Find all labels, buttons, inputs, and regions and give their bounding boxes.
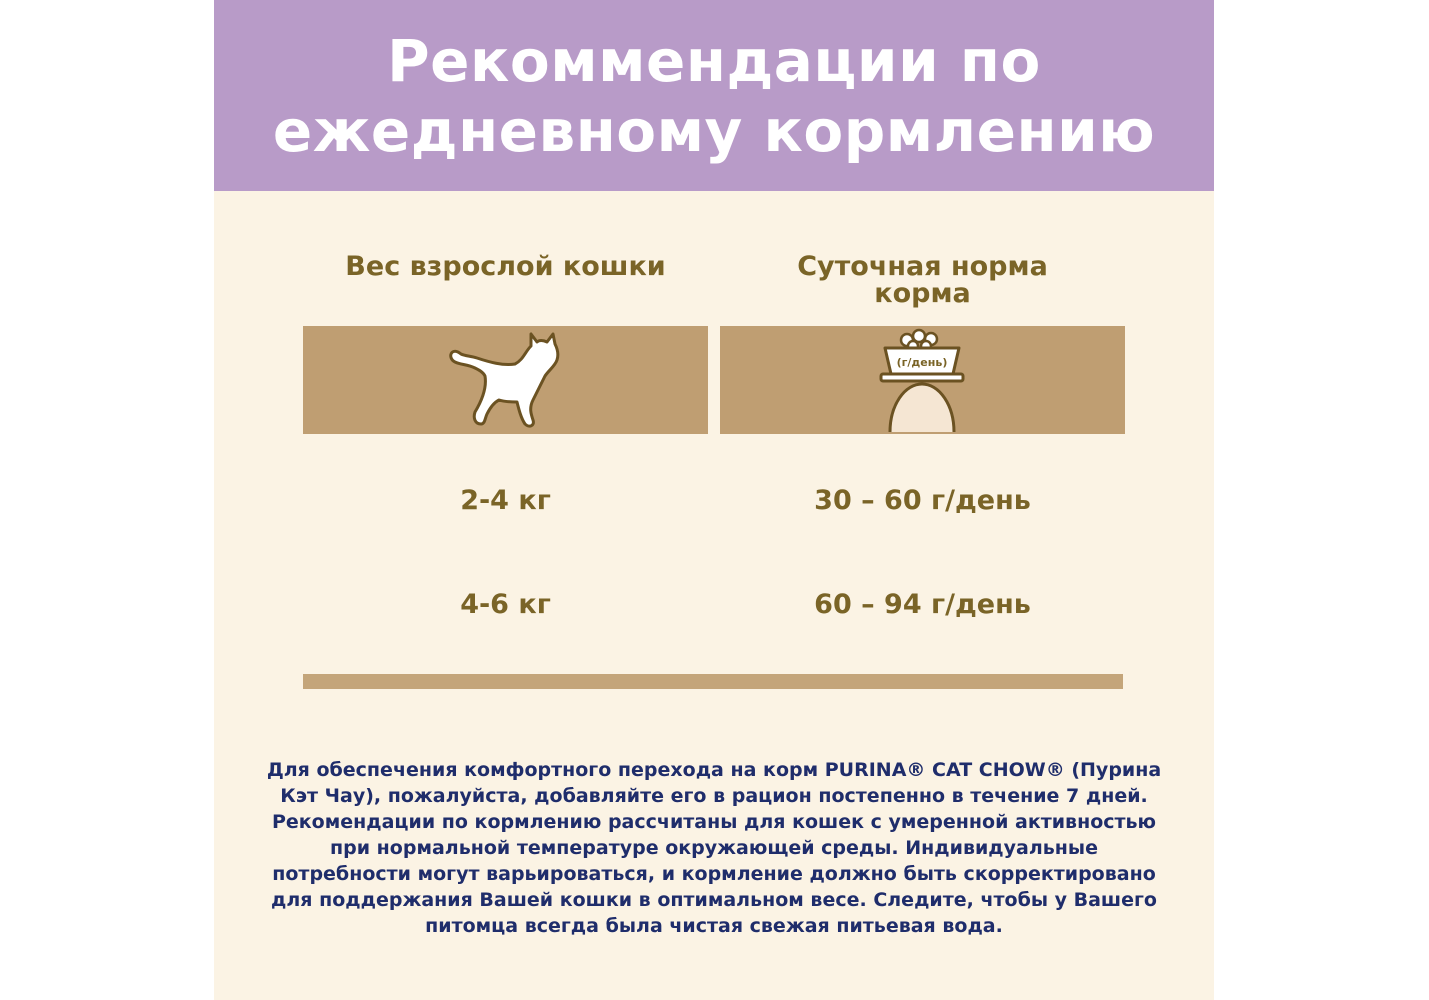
note-line: Для обеспечения комфортного перехода на корм PURINA® CAT CHOW® (Пурина <box>266 759 1162 781</box>
bowl-label: (г/день) <box>896 356 948 369</box>
note-line: Рекомендации по кормлению рассчитаны для кошек с умеренной активностью <box>271 811 1157 833</box>
table-divider <box>303 674 1123 689</box>
row1-amount: 30 – 60 г/день <box>814 485 1031 516</box>
page-title-line1: Рекоммендации по <box>387 26 1041 95</box>
row2-amount: 60 – 94 г/день <box>814 589 1031 620</box>
row1-weight: 2-4 кг <box>460 485 551 516</box>
note-line: для поддержания Вашей кошки в оптимальном весе. Следите, чтобы у Вашего <box>271 889 1157 911</box>
page-title-line2: ежедневному кормлению <box>272 96 1156 165</box>
weight-icon-box <box>303 326 708 434</box>
food-bowl-icon <box>877 328 967 432</box>
row2-weight: 4-6 кг <box>460 589 551 620</box>
cat-icon <box>445 332 565 432</box>
note-line: потребности могут варьироваться, и кормление должно быть скорректировано <box>272 863 1156 885</box>
header-banner <box>214 0 1214 191</box>
amount-icon-box <box>720 326 1125 434</box>
column-header-weight: Вес взрослой кошки <box>345 251 666 282</box>
note-line: питомца всегда была чистая свежая питьевая вода. <box>425 915 1003 937</box>
note-line: при нормальной температуре окружающей среды. Индивидуальные <box>330 837 1098 859</box>
note-line: Кэт Чау), пожалуйста, добавляйте его в рацион постепенно в течение 7 дней. <box>280 785 1148 807</box>
feeding-note <box>254 757 1174 939</box>
column-header-amount: Суточная норма корма <box>797 251 1048 309</box>
feeding-guide-panel <box>214 0 1214 1000</box>
